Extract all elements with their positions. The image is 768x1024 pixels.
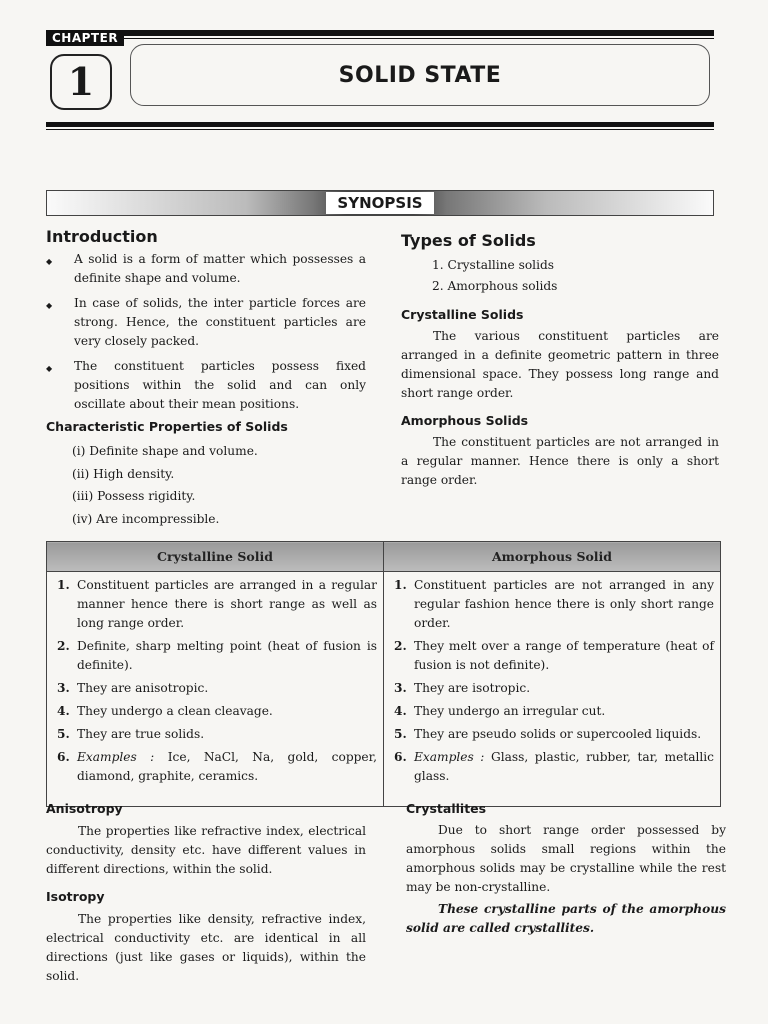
isotropy-text: The properties like density, refractive index, electrical conductivity etc. are identical in all directions (just like gases or liquids), within the solid. <box>46 912 366 983</box>
crystalline-solids-heading: Crystalline Solids <box>401 307 524 322</box>
anisotropy-heading: Anisotropy <box>46 801 123 816</box>
list-item: (ii) High density. <box>72 466 175 481</box>
list-item: 1. Constituent particles are arranged in a regular manner hence there is short range as well as long range order. <box>57 578 377 630</box>
list-item-text: In case of solids, the inter particle forces are strong. Hence, the constituent particles are very closely packed. <box>74 296 366 348</box>
introduction-heading: Introduction <box>46 227 158 246</box>
table-header-amorphous: Amorphous Solid <box>384 542 721 572</box>
list-item: (iv) Are incompressible. <box>72 511 220 526</box>
types-heading: Types of Solids <box>401 231 536 250</box>
list-item: (i) Definite shape and volume. <box>72 444 258 458</box>
amorphous-solids-heading: Amorphous Solids <box>401 413 529 428</box>
list-item: 2. They melt over a range of temperature (heat of fusion is not definite). <box>394 639 714 672</box>
list-item: 2. Amorphous solids <box>432 279 558 293</box>
list-item: 5. They are true solids. <box>57 727 205 741</box>
table-header-crystalline: Crystalline Solid <box>47 542 384 572</box>
isotropy-heading: Isotropy <box>46 889 105 904</box>
comparison-table <box>46 541 721 807</box>
list-item: 3. They are isotropic. <box>394 681 531 695</box>
list-item: 5. They are pseudo solids or supercooled liquids. <box>394 727 702 741</box>
chapter-title-box <box>130 44 710 106</box>
crystalline-solids-text: The various constituent particles are arranged in a definite geometric pattern in three dimensional space. They possess long range and short range order. <box>401 329 719 400</box>
types-list <box>432 256 557 298</box>
crystallites-heading: Crystallites <box>406 801 487 816</box>
characteristics-list <box>72 442 372 532</box>
list-item: 4. They undergo an irregular cut. <box>394 704 606 718</box>
list-item: (iii) Possess rigidity. <box>72 489 196 503</box>
characteristics-heading: Characteristic Properties of Solids <box>46 419 288 434</box>
diamond-bullet-icon: ◆ <box>46 364 53 373</box>
list-item-text: The constituent particles possess fixed positions within the solid and can only oscillate about their mean positions. <box>74 359 366 411</box>
header-rule-thin <box>120 38 714 39</box>
list-item: 6. Examples : Glass, plastic, rubber, tar, metallic glass. <box>394 750 714 783</box>
synopsis-label: SYNOPSIS <box>326 192 434 214</box>
amorphous-solids-text: The constituent particles are not arranged in a regular manner. Hence there is only a short range order. <box>401 435 719 487</box>
diamond-bullet-icon: ◆ <box>46 301 53 310</box>
diamond-bullet-icon: ◆ <box>46 257 53 266</box>
header-bottom-rule <box>46 122 714 127</box>
introduction-list <box>46 250 366 420</box>
table-cell <box>384 572 721 797</box>
anisotropy-text: The properties like refractive index, electrical conductivity, density etc. have different values in different directions, within the solid. <box>46 824 366 876</box>
header-rule <box>120 30 714 36</box>
header-bottom-rule-thin <box>46 129 714 130</box>
list-item: 6. Examples : Ice, NaCl, Na, gold, copper, diamond, graphite, ceramics. <box>57 750 377 783</box>
list-item <box>46 250 366 288</box>
list-item <box>46 294 366 351</box>
crystallites-emphasis: These crystalline parts of the amorphous solid are called crystallites. <box>406 902 726 935</box>
list-item: 1. Constituent particles are not arranged in any regular fashion hence there is only short range order. <box>394 578 714 630</box>
list-item: 4. They undergo a clean cleavage. <box>57 704 273 718</box>
chapter-title: SOLID STATE <box>338 63 502 88</box>
list-item: 1. Crystalline solids <box>432 258 555 272</box>
list-item: 3. They are anisotropic. <box>57 681 209 695</box>
list-item-text: A solid is a form of matter which possesses a definite shape and volume. <box>74 252 366 285</box>
table-row <box>47 572 721 797</box>
chapter-number: 1 <box>50 54 112 110</box>
list-item: 2. Definite, sharp melting point (heat of fusion is definite). <box>57 639 377 672</box>
list-item <box>46 357 366 414</box>
table-cell <box>47 572 384 797</box>
table-header-row <box>47 542 721 572</box>
crystallites-text: Due to short range order possessed by amorphous solids small regions within the amorphous solids may be crystalline while the rest may be non-crystalline. <box>406 823 726 894</box>
chapter-label: CHAPTER <box>46 30 124 46</box>
